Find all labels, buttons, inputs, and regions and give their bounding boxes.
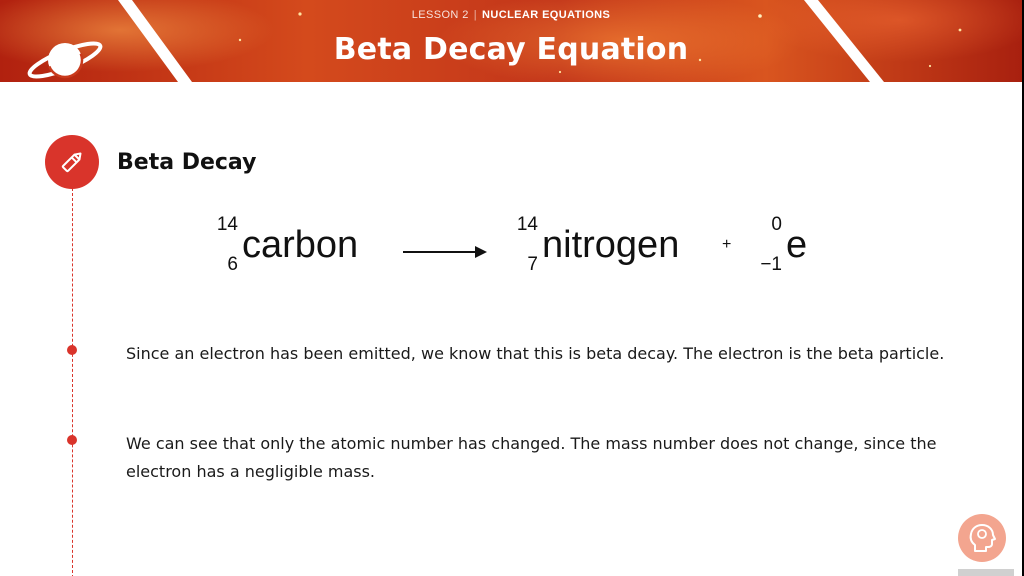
reactant-mass-number: 14 [216, 214, 238, 235]
particle-name: e [786, 224, 808, 266]
plus-sign: + [722, 236, 732, 253]
lesson-topic: NUCLEAR EQUATIONS [482, 9, 611, 21]
product-atomic-number: 7 [527, 254, 538, 275]
reactant-atomic-number: 6 [227, 254, 238, 275]
timeline-dot [67, 345, 77, 355]
page-title: Beta Decay Equation [333, 32, 689, 67]
product-name: nitrogen [542, 224, 680, 266]
timeline-dot [67, 435, 77, 445]
paragraph-beta-particle: Since an electron has been emitted, we know that this is beta decay. The electron is the beta particle. [126, 344, 945, 363]
paragraph-atomic-number: We can see that only the atomic number has changed. The mass number does not change, since the electron has a negligible mass. [126, 434, 937, 481]
section-badge [45, 135, 99, 189]
particle-mass-number: 0 [771, 214, 782, 235]
pencil-icon [59, 149, 85, 175]
reaction-arrow-icon [403, 245, 487, 259]
header-banner [0, 0, 1022, 82]
head-profile-icon [965, 521, 999, 555]
lesson-breadcrumb [0, 9, 1022, 21]
breadcrumb-separator: | [473, 9, 478, 21]
lesson-number: LESSON 2 [411, 9, 469, 21]
nuclear-equation [0, 210, 1022, 290]
product-mass-number: 14 [516, 214, 538, 235]
help-button[interactable] [958, 514, 1006, 562]
particle-atomic-number: −1 [760, 254, 782, 275]
section-title: Beta Decay [117, 150, 257, 175]
reactant-name: carbon [242, 224, 359, 266]
bottom-progress-bar [958, 569, 1014, 576]
